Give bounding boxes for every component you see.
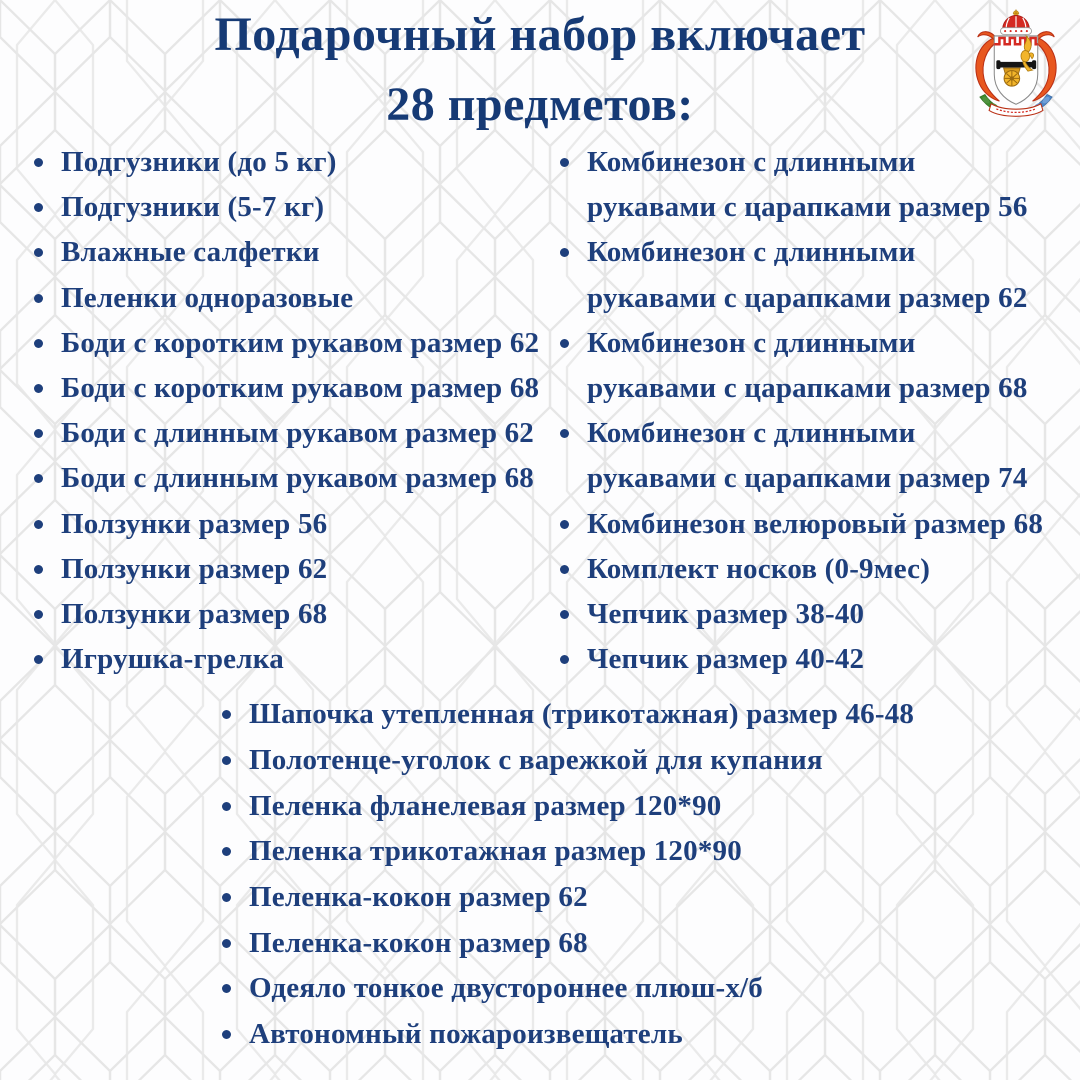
list-item-text: Комбинезон с длинными xyxy=(587,326,916,359)
list-item-text: Чепчик размер 38-40 xyxy=(587,597,865,630)
list-item xyxy=(222,875,1052,921)
list-item-text: Подгузники (5-7 кг) xyxy=(61,191,325,224)
list-item-text: Одеяло тонкое двустороннее плюш-х/б xyxy=(249,972,764,1005)
list-item xyxy=(560,321,1080,366)
bullet-icon xyxy=(222,1030,231,1039)
title-line-2: 28 предметов: xyxy=(386,78,694,131)
list-item-text: рукавами с царапками размер 68 xyxy=(587,372,1028,405)
list-item xyxy=(34,321,564,366)
list-item-text: Игрушка-грелка xyxy=(61,643,284,676)
list-item xyxy=(34,185,564,230)
bullet-icon xyxy=(222,802,231,811)
list-item-text: Пеленка трикотажная размер 120*90 xyxy=(249,835,742,868)
list-item-text: Влажные салфетки xyxy=(61,236,320,269)
bullet-icon xyxy=(34,339,43,348)
list-item-text: Комбинезон с длинными xyxy=(587,417,916,450)
list-item-text: Боди с длинным рукавом размер 68 xyxy=(61,462,535,495)
list-item-text: Пеленка-кокон размер 62 xyxy=(249,881,588,914)
bullet-icon xyxy=(560,429,569,438)
list-item-text: Ползунки размер 62 xyxy=(61,552,328,585)
list-item xyxy=(222,692,1052,738)
list-item xyxy=(560,366,1080,411)
bullet-icon xyxy=(34,248,43,257)
bullet-icon xyxy=(560,565,569,574)
list-item xyxy=(34,456,564,501)
list-item-text: Ползунки размер 56 xyxy=(61,507,328,540)
page-title xyxy=(0,6,1080,134)
bullet-icon xyxy=(560,520,569,529)
list-item-text: Пеленка фланелевая размер 120*90 xyxy=(249,789,722,822)
list-item-text: Комбинезон велюровый размер 68 xyxy=(587,507,1044,540)
list-item xyxy=(222,966,1052,1012)
bullet-icon xyxy=(34,655,43,664)
list-item xyxy=(560,637,1080,682)
bullet-icon xyxy=(222,939,231,948)
right-item-list xyxy=(560,140,1080,682)
title-line-1: Подарочный набор включает xyxy=(214,8,866,61)
list-item-text: Комбинезон с длинными xyxy=(587,146,916,179)
list-item-text: Шапочка утепленная (трикотажная) размер 46-48 xyxy=(249,698,915,731)
list-item xyxy=(222,1012,1052,1058)
bullet-icon xyxy=(34,520,43,529)
bullet-icon xyxy=(34,158,43,167)
list-item xyxy=(34,547,564,592)
list-item xyxy=(34,276,564,321)
bullet-icon xyxy=(560,655,569,664)
list-item xyxy=(222,920,1052,966)
list-item xyxy=(222,829,1052,875)
list-item-text: Пеленки одноразовые xyxy=(61,281,354,314)
bullet-icon xyxy=(560,158,569,167)
bottom-item-list xyxy=(222,692,1052,1058)
bullet-icon xyxy=(222,756,231,765)
list-item-text: Полотенце-уголок с варежкой для купания xyxy=(249,744,823,777)
bullet-icon xyxy=(34,610,43,619)
list-item-text: Комплект носков (0-9мес) xyxy=(587,552,931,585)
smolensk-coat-of-arms-icon xyxy=(964,8,1068,126)
bullet-icon xyxy=(34,294,43,303)
list-item-text: рукавами с царапками размер 74 xyxy=(587,462,1028,495)
list-item xyxy=(560,502,1080,547)
list-item-text: Боди с длинным рукавом размер 62 xyxy=(61,417,535,450)
list-item-text: Ползунки размер 68 xyxy=(61,597,328,630)
list-item-text: Комбинезон с длинными xyxy=(587,236,916,269)
bullet-icon xyxy=(222,893,231,902)
left-item-list xyxy=(34,140,564,682)
list-item xyxy=(560,230,1080,275)
bullet-icon xyxy=(222,847,231,856)
list-item-text: Чепчик размер 40-42 xyxy=(587,643,865,676)
list-item xyxy=(222,783,1052,829)
list-item-text: Боди с коротким рукавом размер 68 xyxy=(61,372,540,405)
list-item-text: Боди с коротким рукавом размер 62 xyxy=(61,326,540,359)
bullet-icon xyxy=(222,710,231,719)
list-item xyxy=(34,366,564,411)
crown-cap-icon xyxy=(1000,10,1031,35)
bullet-icon xyxy=(222,984,231,993)
list-item xyxy=(560,456,1080,501)
list-item xyxy=(560,276,1080,321)
list-item xyxy=(34,592,564,637)
bullet-icon xyxy=(34,565,43,574)
list-item xyxy=(222,738,1052,784)
list-item-text: Пеленка-кокон размер 68 xyxy=(249,926,588,959)
list-item xyxy=(560,185,1080,230)
list-item-text: рукавами с царапками размер 62 xyxy=(587,281,1028,314)
bullet-icon xyxy=(34,474,43,483)
bullet-icon xyxy=(34,203,43,212)
list-item xyxy=(560,411,1080,456)
list-item xyxy=(560,592,1080,637)
bullet-icon xyxy=(34,384,43,393)
bullet-icon xyxy=(560,610,569,619)
list-item xyxy=(34,140,564,185)
bullet-icon xyxy=(560,248,569,257)
bullet-icon xyxy=(34,429,43,438)
list-item xyxy=(560,140,1080,185)
list-item xyxy=(34,502,564,547)
list-item xyxy=(34,637,564,682)
list-item-text: Подгузники (до 5 кг) xyxy=(61,146,337,179)
bullet-icon xyxy=(560,339,569,348)
list-item xyxy=(34,411,564,456)
list-item xyxy=(560,547,1080,592)
list-item-text: Автономный пожароизвещатель xyxy=(249,1018,683,1051)
list-item xyxy=(34,230,564,275)
list-item-text: рукавами с царапками размер 56 xyxy=(587,191,1028,224)
